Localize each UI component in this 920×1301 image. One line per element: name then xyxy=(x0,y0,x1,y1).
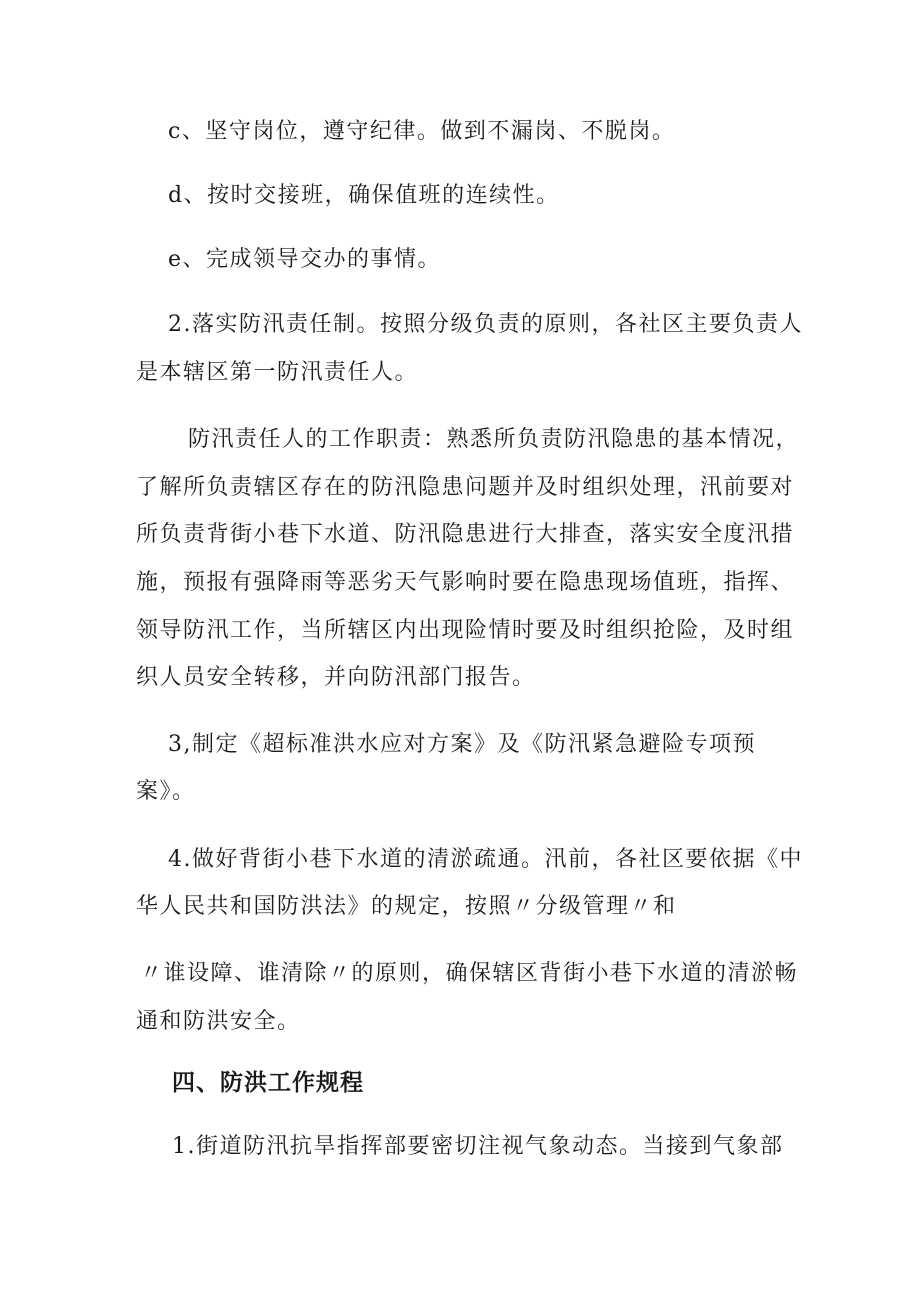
text-line-duty-e: e、完成领导交办的事情。 xyxy=(168,247,442,272)
section-heading-4: 四、防洪工作规程 xyxy=(172,1070,364,1096)
text-line-item2-cont: 是本辖区第一防汛责任人。 xyxy=(136,360,419,385)
text-line-item4-cont-2: 〃谁设障、谁清除〃的原则，确保辖区背街小巷下水道的清淤畅 xyxy=(140,961,799,986)
text-line-responsibility-4: 施，预报有强降雨等恶劣天气影响时要在隐患现场值班，指挥、 xyxy=(136,570,795,595)
text-line-item4-cont-3: 通和防洪安全。 xyxy=(136,1009,301,1034)
text-line-item4-cont: 华人民共和国防洪法》的规定，按照〃分级管理〃和 xyxy=(136,894,677,919)
text-line-item3: 3,制定《超标准洪水应对方案》及《防汛紧急避险专项预 xyxy=(168,732,756,757)
text-line-procedure-1: 1.街道防汛抗旱指挥部要密切注视气象动态。当接到气象部 xyxy=(172,1134,784,1159)
text-line-responsibility: 防汛责任人的工作职责：熟悉所负责防汛隐患的基本情况， xyxy=(188,427,800,452)
text-line-responsibility-6: 织人员安全转移，并向防汛部门报告。 xyxy=(136,665,536,690)
text-line-duty-c: c、坚守岗位，遵守纪律。做到不漏岗、不脱岗。 xyxy=(168,119,676,144)
text-line-item3-cont: 案》。 xyxy=(136,779,196,804)
text-line-duty-d: d、按时交接班，确保值班的连续性。 xyxy=(168,183,560,208)
text-line-item2: 2.落实防汛责任制。按照分级负责的原则，各社区主要负责人 xyxy=(168,312,803,337)
text-line-responsibility-3: 所负责背街小巷下水道、防汛隐患进行大排查，落实安全度汛措 xyxy=(136,522,795,547)
text-line-responsibility-5: 领导防汛工作，当所辖区内出现险情时要及时组织抢险，及时组 xyxy=(136,618,795,643)
text-line-responsibility-2: 了解所负责辖区存在的防汛隐患问题并及时组织处理，汛前要对 xyxy=(136,475,795,500)
text-line-item4: 4.做好背街小巷下水道的清淤疏通。汛前，各社区要依据《中 xyxy=(168,847,803,872)
